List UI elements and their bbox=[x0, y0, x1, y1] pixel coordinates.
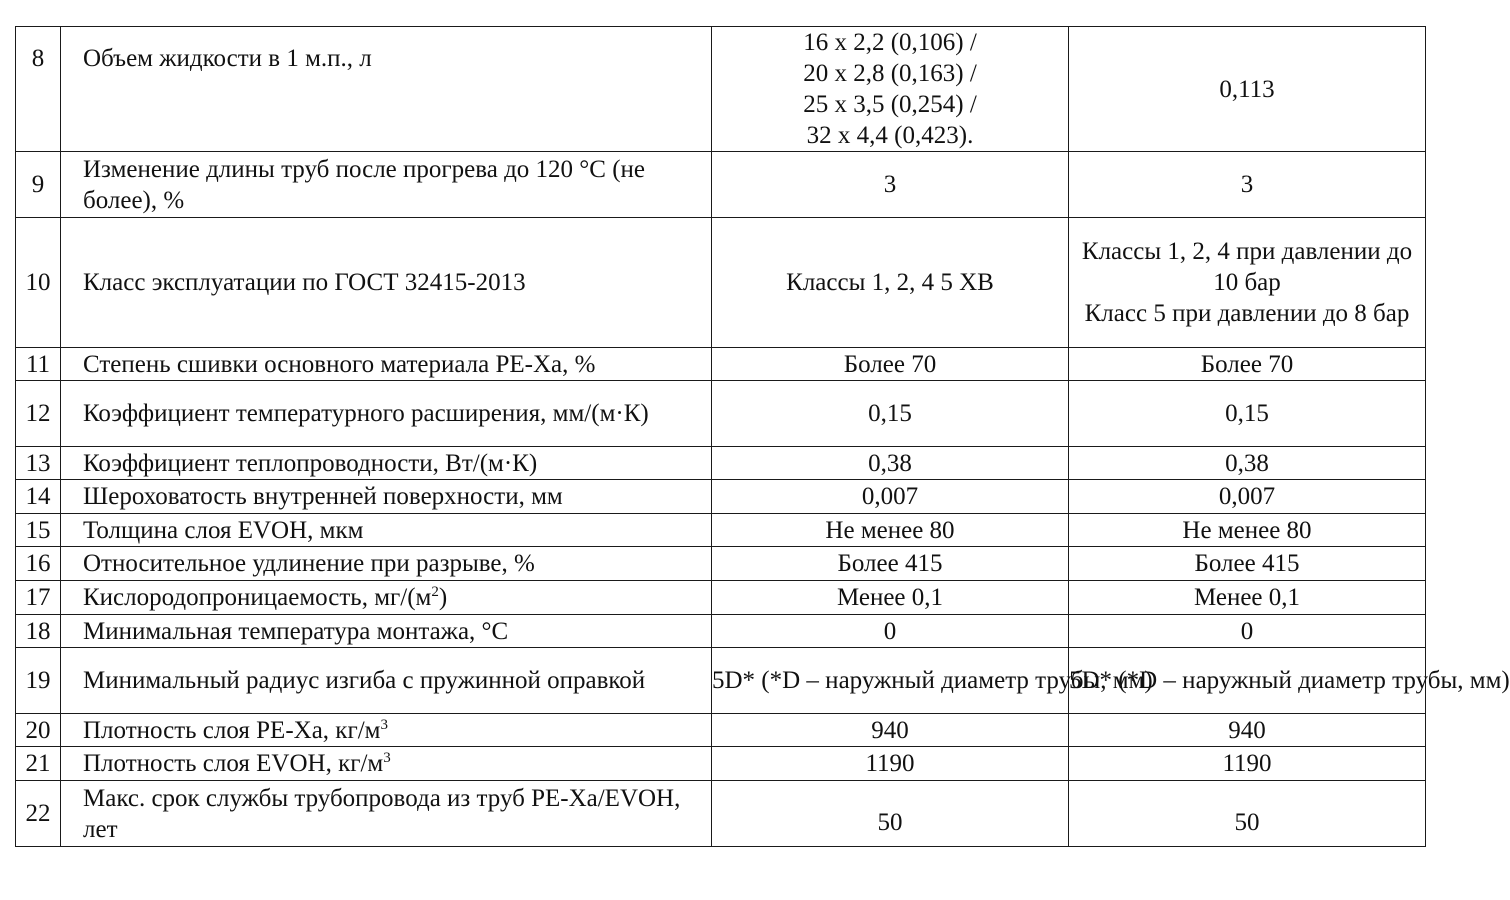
table-row bbox=[16, 714, 1426, 747]
table-row bbox=[16, 381, 1426, 447]
superscript: 2 bbox=[431, 584, 439, 600]
table-row bbox=[16, 447, 1426, 480]
value-column-2: 5D* (*D – наружный диаметр трубы, мм) bbox=[1069, 648, 1426, 714]
parameter-name: Минимальная температура монтажа, °С bbox=[61, 615, 712, 648]
value-column-1: Менее 0,1 bbox=[712, 581, 1069, 615]
parameter-name: Изменение длины труб после прогрева до 120 °С (не более), % bbox=[61, 152, 712, 218]
table-row bbox=[16, 348, 1426, 381]
parameter-name bbox=[61, 714, 712, 747]
row-number: 9 bbox=[16, 152, 61, 218]
table-row bbox=[16, 514, 1426, 547]
value-column-2: 0,15 bbox=[1069, 381, 1426, 447]
row-number: 12 bbox=[16, 381, 61, 447]
row-number: 8 bbox=[16, 27, 61, 152]
value-column-1: 16 х 2,2 (0,106) / 20 х 2,8 (0,163) / 25 х 3,5 (0,254) / 32 х 4,4 (0,423). bbox=[712, 27, 1069, 152]
row-number: 15 bbox=[16, 514, 61, 547]
value-column-1: 50 bbox=[712, 781, 1069, 847]
value-column-1: 940 bbox=[712, 714, 1069, 747]
parameter-name: Коэффициент теплопроводности, Вт/(м·К) bbox=[61, 447, 712, 480]
value-column-2: Менее 0,1 bbox=[1069, 581, 1426, 615]
row-number: 13 bbox=[16, 447, 61, 480]
table-row bbox=[16, 27, 1426, 152]
parameter-name: Коэффициент температурного расширения, мм/(м·К) bbox=[61, 381, 712, 447]
value-column-1: 0,15 bbox=[712, 381, 1069, 447]
table-row bbox=[16, 781, 1426, 847]
parameter-name-tail: ) bbox=[438, 584, 448, 611]
row-number: 22 bbox=[16, 781, 61, 847]
row-number: 10 bbox=[16, 218, 61, 348]
parameter-name: Макс. срок службы трубопровода из труб PE-Xa/EVOH, лет bbox=[61, 781, 712, 847]
superscript: 3 bbox=[380, 716, 388, 733]
specification-table bbox=[15, 26, 1510, 847]
value-column-2: 0 bbox=[1069, 615, 1426, 648]
row-number: 19 bbox=[16, 648, 61, 714]
value-column-1: 1190 bbox=[712, 747, 1069, 781]
parameter-name: Толщина слоя EVOH, мкм bbox=[61, 514, 712, 547]
table-row bbox=[16, 218, 1426, 348]
value-column-1: 5D* (*D – наружный диаметр трубы, мм) bbox=[712, 648, 1069, 714]
table-row bbox=[16, 615, 1426, 648]
table-row bbox=[16, 152, 1426, 218]
parameter-name: Объем жидкости в 1 м.п., л bbox=[61, 27, 712, 152]
value-column-1: Более 415 bbox=[712, 547, 1069, 581]
table-row bbox=[16, 747, 1426, 781]
table-row bbox=[16, 480, 1426, 514]
value-column-1: 0 bbox=[712, 615, 1069, 648]
parameter-name bbox=[61, 747, 712, 781]
value-column-2: 50 bbox=[1069, 781, 1426, 847]
value-column-2: Классы 1, 2, 4 при давлении до 10 бар Класс 5 при давлении до 8 бар bbox=[1069, 218, 1426, 348]
row-number: 20 bbox=[16, 714, 61, 747]
value-column-1: Более 70 bbox=[712, 348, 1069, 381]
row-number: 17 bbox=[16, 581, 61, 615]
parameter-name bbox=[61, 581, 712, 615]
parameter-name-text: Плотность слоя EVOH, кг/м bbox=[83, 750, 384, 777]
value-column-1: 0,007 bbox=[712, 480, 1069, 514]
value-column-2: Более 415 bbox=[1069, 547, 1426, 581]
row-number: 16 bbox=[16, 547, 61, 581]
value-column-1: Не менее 80 bbox=[712, 514, 1069, 547]
value-column-2: Более 70 bbox=[1069, 348, 1426, 381]
value-column-1: 3 bbox=[712, 152, 1069, 218]
table-row bbox=[16, 581, 1426, 615]
row-number: 14 bbox=[16, 480, 61, 514]
value-column-2: 1190 bbox=[1069, 747, 1426, 781]
superscript: 3 bbox=[383, 750, 391, 766]
value-column-2: 940 bbox=[1069, 714, 1426, 747]
row-number: 18 bbox=[16, 615, 61, 648]
parameter-name: Шероховатость внутренней поверхности, мм bbox=[61, 480, 712, 514]
parameter-name-text: Плотность слоя PE-Xa, кг/м bbox=[83, 716, 381, 744]
table-row bbox=[16, 547, 1426, 581]
parameter-name: Относительное удлинение при разрыве, % bbox=[61, 547, 712, 581]
parameter-name-text: Кислородопроницаемость, мг/(м bbox=[83, 584, 432, 611]
parameter-name: Минимальный радиус изгиба с пружинной оправкой bbox=[61, 648, 712, 714]
value-column-1: Классы 1, 2, 4 5 ХВ bbox=[712, 218, 1069, 348]
value-column-2: 0,113 bbox=[1069, 27, 1426, 152]
table-row bbox=[16, 648, 1426, 714]
value-column-2: 0,007 bbox=[1069, 480, 1426, 514]
value-column-2: Не менее 80 bbox=[1069, 514, 1426, 547]
parameter-name: Степень сшивки основного материала PE-Xa, % bbox=[61, 348, 712, 381]
value-column-2: 0,38 bbox=[1069, 447, 1426, 480]
value-column-1: 0,38 bbox=[712, 447, 1069, 480]
value-column-2: 3 bbox=[1069, 152, 1426, 218]
row-number: 21 bbox=[16, 747, 61, 781]
row-number: 11 bbox=[16, 348, 61, 381]
parameter-name: Класс эксплуатации по ГОСТ 32415-2013 bbox=[61, 218, 712, 348]
